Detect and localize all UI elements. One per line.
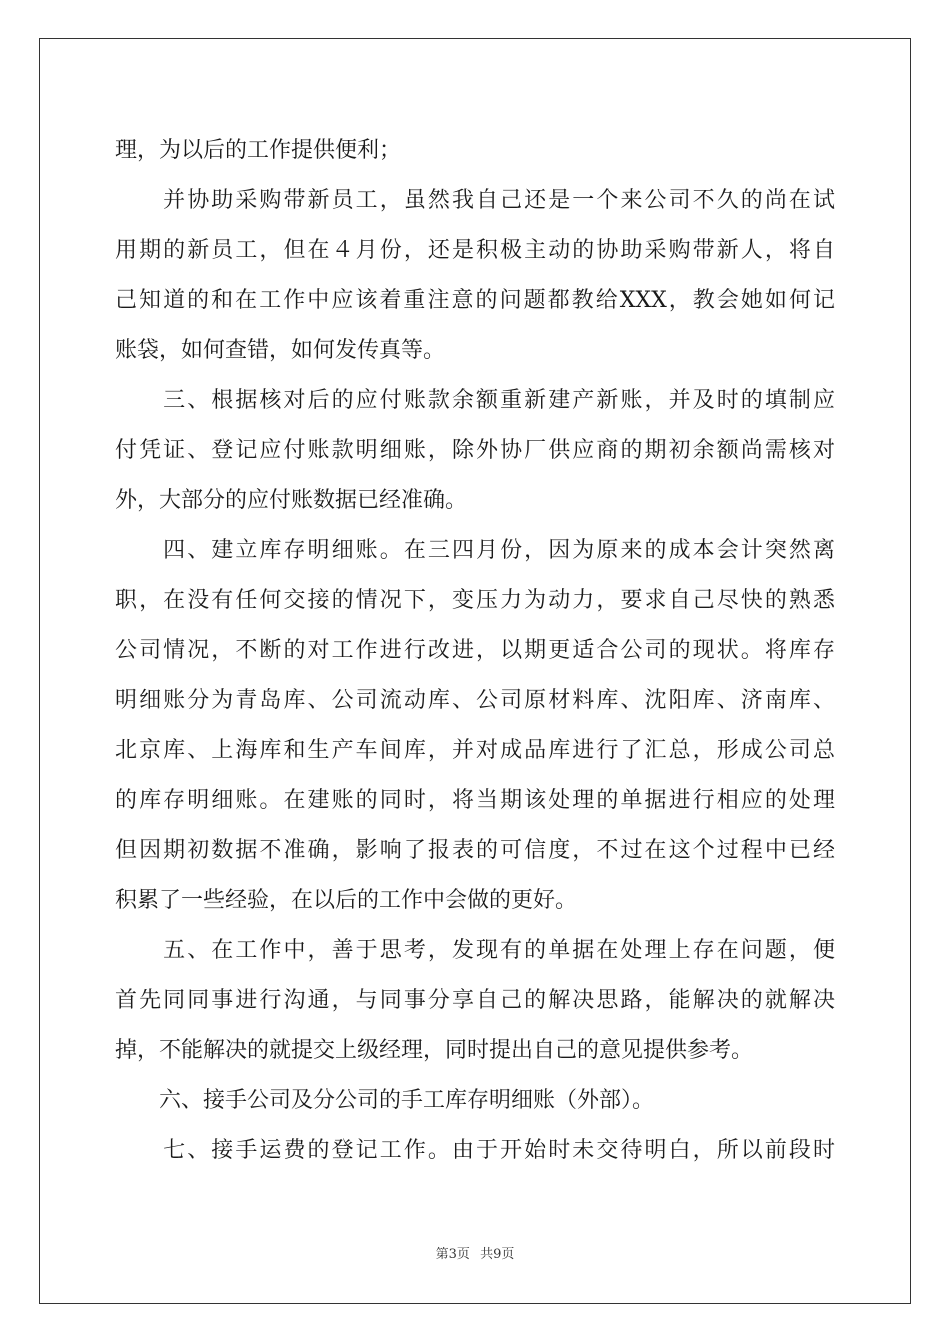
text-line: 外，大部分的应付账数据已经准确。 xyxy=(115,488,468,513)
text-line: 明细账分为青岛库、公司流动库、公司原材料库、沈阳库、济南库、 xyxy=(115,688,835,713)
text-line: 五、在工作中，善于思考，发现有的单据在处理上存在问题，便 xyxy=(115,938,835,963)
text-line: 公司情况，不断的对工作进行改进，以期更适合公司的现状。将库存 xyxy=(115,638,835,663)
page-footer xyxy=(0,1243,950,1262)
text-line: 的库存明细账。在建账的同时，将当期该处理的单据进行相应的处理 xyxy=(115,788,835,813)
text-line: 己知道的和在工作中应该着重注意的问题都教给XXX，教会她如何记 xyxy=(115,288,835,313)
text-line: 理，为以后的工作提供便利； xyxy=(115,138,402,163)
text-line: 账袋，如何查错，如何发传真等。 xyxy=(115,338,446,363)
text-line: 三、根据核对后的应付账款余额重新建产新账，并及时的填制应 xyxy=(115,388,835,413)
text-line: 首先同同事进行沟通，与同事分享自己的解决思路，能解决的就解决 xyxy=(115,988,835,1013)
text-line: 六、接手公司及分公司的手工库存明细账（外部）。 xyxy=(115,1088,655,1113)
text-line: 付凭证、登记应付账款明细账，除外协厂供应商的期初余额尚需核对 xyxy=(115,438,835,463)
page-number: 第3页 xyxy=(435,1247,470,1262)
text-line: 北京库、上海库和生产车间库，并对成品库进行了汇总，形成公司总 xyxy=(115,738,835,763)
text-line: 四、建立库存明细账。在三四月份，因为原来的成本会计突然离 xyxy=(115,538,835,563)
document-body xyxy=(115,126,835,1176)
text-line: 并协助采购带新员工，虽然我自己还是一个来公司不久的尚在试 xyxy=(115,188,835,213)
text-line: 但因期初数据不准确，影响了报表的可信度，不过在这个过程中已经 xyxy=(115,838,835,863)
text-line: 用期的新员工，但在４月份，还是积极主动的协助采购带新人，将自 xyxy=(115,238,835,263)
text-line: 积累了一些经验，在以后的工作中会做的更好。 xyxy=(115,888,578,913)
text-line: 掉，不能解决的就提交上级经理，同时提出自己的意见提供参考。 xyxy=(115,1038,754,1063)
text-line: 七、接手运费的登记工作。由于开始时未交待明白，所以前段时 xyxy=(115,1138,835,1163)
page-total: 共9页 xyxy=(480,1247,515,1262)
text-line: 职，在没有任何交接的情况下，变压力为动力，要求自己尽快的熟悉 xyxy=(115,588,835,613)
